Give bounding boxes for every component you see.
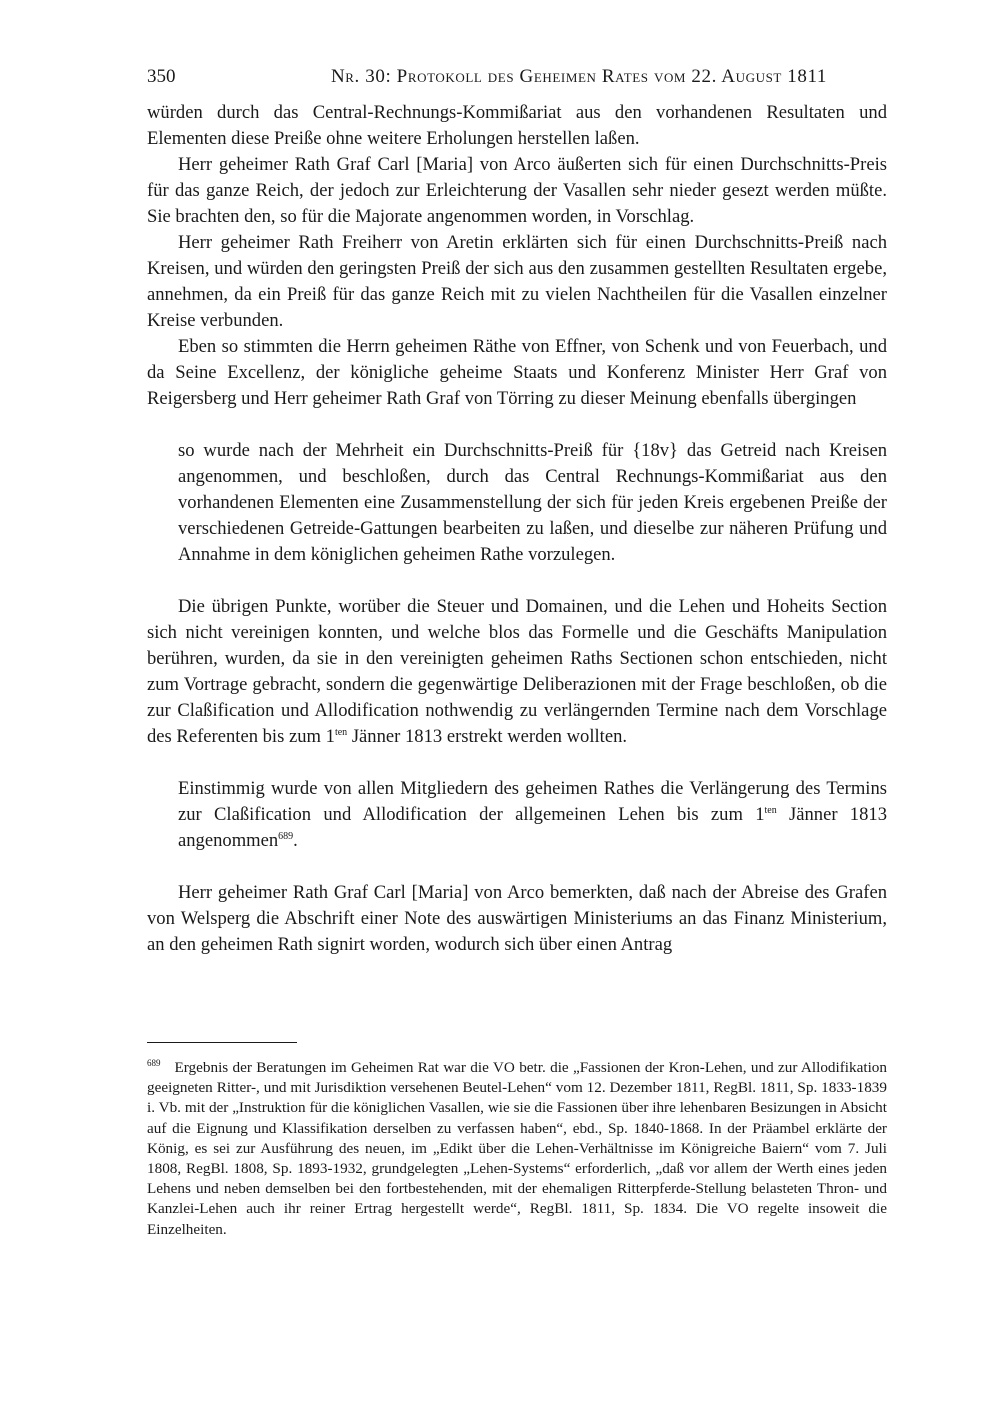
spacer xyxy=(147,854,887,880)
footnote-reference[interactable]: 689 xyxy=(278,831,294,842)
footnote-number: 689 xyxy=(147,1058,161,1068)
text-run: Einstimmig wurde von allen Mitgliedern des geheimen Rathes die Verlängerung des Termins zur Claßification und Allodification der allgemeinen Lehen bis zum 1 xyxy=(178,778,887,825)
header-title: Nr. 30: Protokoll des Geheimen Rates vom 22. August 1811 xyxy=(330,66,827,87)
text-run: Jänner 1813 angenommen xyxy=(178,804,887,851)
paragraph-aretin-vote: Herr geheimer Rath Freiherr von Aretin erklärten sich für einen Durchschnitts-Preiß nach Kreisen, und würden den geringsten Preiß der sich aus den zusammen gestellten Resultaten ergebe, annehmen, da ein Preiß für das ganze Reich mit zu vielen Nachtheilen für die Vasallen einzelner Kreise verbunden. xyxy=(147,232,887,331)
running-header xyxy=(147,60,887,100)
page-number: 350 xyxy=(147,66,176,87)
superscript: ten xyxy=(764,805,777,816)
paragraph-arco-vote: Herr geheimer Rath Graf Carl [Maria] von Arco äußerten sich für einen Durchschnitts-Preis für das ganze Reich, der jedoch zur Erleichterung der Vasallen sehr nieder gesezt werden müßte. Sie brachten den, so für die Majorate angenommen worden, in Vorschlag. xyxy=(147,154,887,227)
footnotes xyxy=(147,1058,887,1240)
text-run: Die übrigen Punkte, worüber die Steuer und Domainen, und die Lehen und Hoheits Section sich nicht vereinigen konnten, und welche blos das Formelle und die Geschäfts Manipulation berühren, wurden, da sie in den vereinigten geheimen Raths Sectionen schon entschieden, nicht zum Vortrage gebracht, sondern die gegenwärtige Deliberazionen mit der Frage beschloßen, ob die zur Claßification und Allodification nothwendig zu verlängernden Termine nach dem Vorschlage des Referenten bis zum 1 xyxy=(147,596,887,747)
paragraph-arco-remark: Herr geheimer Rath Graf Carl [Maria] von Arco bemerkten, daß nach der Abreise des Grafen von Welsperg die Abschrift einer Note des auswärtigen Ministeriums an das Finanz Ministerium, an den geheimen Rath signirt worden, wodurch sich über einen Antrag xyxy=(147,882,887,955)
text-run: . xyxy=(293,830,298,851)
superscript: ten xyxy=(334,727,348,738)
text-run: Jänner 1813 erstrekt werden wollten. xyxy=(347,726,628,747)
paragraph-decision-deadline xyxy=(178,776,887,854)
spacer xyxy=(147,750,887,776)
body-text xyxy=(147,100,887,958)
footnote-divider xyxy=(147,1042,297,1043)
footnote-689 xyxy=(147,1058,887,1240)
footnote-text: Ergebnis der Beratungen im Geheimen Rat war die VO betr. die „Fassionen der Kron-Lehen, und zur Allodifikation geeigneten Ritter-, und mit Jurisdiktion versehenen Beutel-Lehen“ vom 12. Dezember 1811, RegBl. 1811, Sp. 1833-1839 i. Vb. mit der „Instruktion für die königlichen Vasallen, wie sie die Fassionen über ihre lehenbaren Besizungen in Absicht auf die Eignung und Klassifikation derselben zu verfassen haben“, ebd., Sp. 1840-1868. In der Präambel erklärte der König, es sei zur Ausführung des neuen, im „Edikt über die Lehen-Verhältnisse im Königreiche Baiern“ vom 7. Juli 1808, RegBl. 1808, Sp. 1893-1932, grundgelegten „Lehen-Systems“ erforderlich, „daß vor allem der Werth eines jeden Lehens und neben demselben bei den fortbestehenden, mit der ehemaligen Ritterpferde-Stellung belasteten Thron- und Kanzlei-Lehen auch ihr reiner Ertrag hergestellt werde“, RegBl. 1811, Sp. 1834. Die VO regelte insoweit die Einzelheiten. xyxy=(147,1059,887,1238)
paragraph-continuation: würden durch das Central-Rechnungs-Kommißariat aus den vorhandenen Resultaten und Elementen diese Preiße ohne weitere Erholungen herstellen laßen. xyxy=(147,102,887,149)
paragraph-decision-average-price: so wurde nach der Mehrheit ein Durchschnitts-Preiß für {18v} das Getreid nach Kreisen angenommen, und beschloßen, durch das Central Rechnungs-Kommißariat aus den vorhandenen Elementen eine Zusammenstellung der sich für jeden Kreis ergebenen Preiße der verschiedenen Getreide-Gattungen bearbeiten zu laßen, und dieselbe zur näheren Prüfung und Annahme in dem königlichen geheimen Rathe vorzulegen. xyxy=(178,440,887,565)
paragraph-remaining-points xyxy=(147,594,887,750)
paragraph-majority-votes: Eben so stimmten die Herrn geheimen Räthe von Effner, von Schenk und von Feuerbach, und da Seine Excellenz, der königliche geheime Staats und Konferenz Minister Herr Graf von Reigersberg und Herr geheimer Rath Graf von Törring zu dieser Meinung ebenfalls übergingen xyxy=(147,336,887,409)
spacer xyxy=(147,412,887,438)
spacer xyxy=(147,568,887,594)
document-page xyxy=(147,60,887,958)
